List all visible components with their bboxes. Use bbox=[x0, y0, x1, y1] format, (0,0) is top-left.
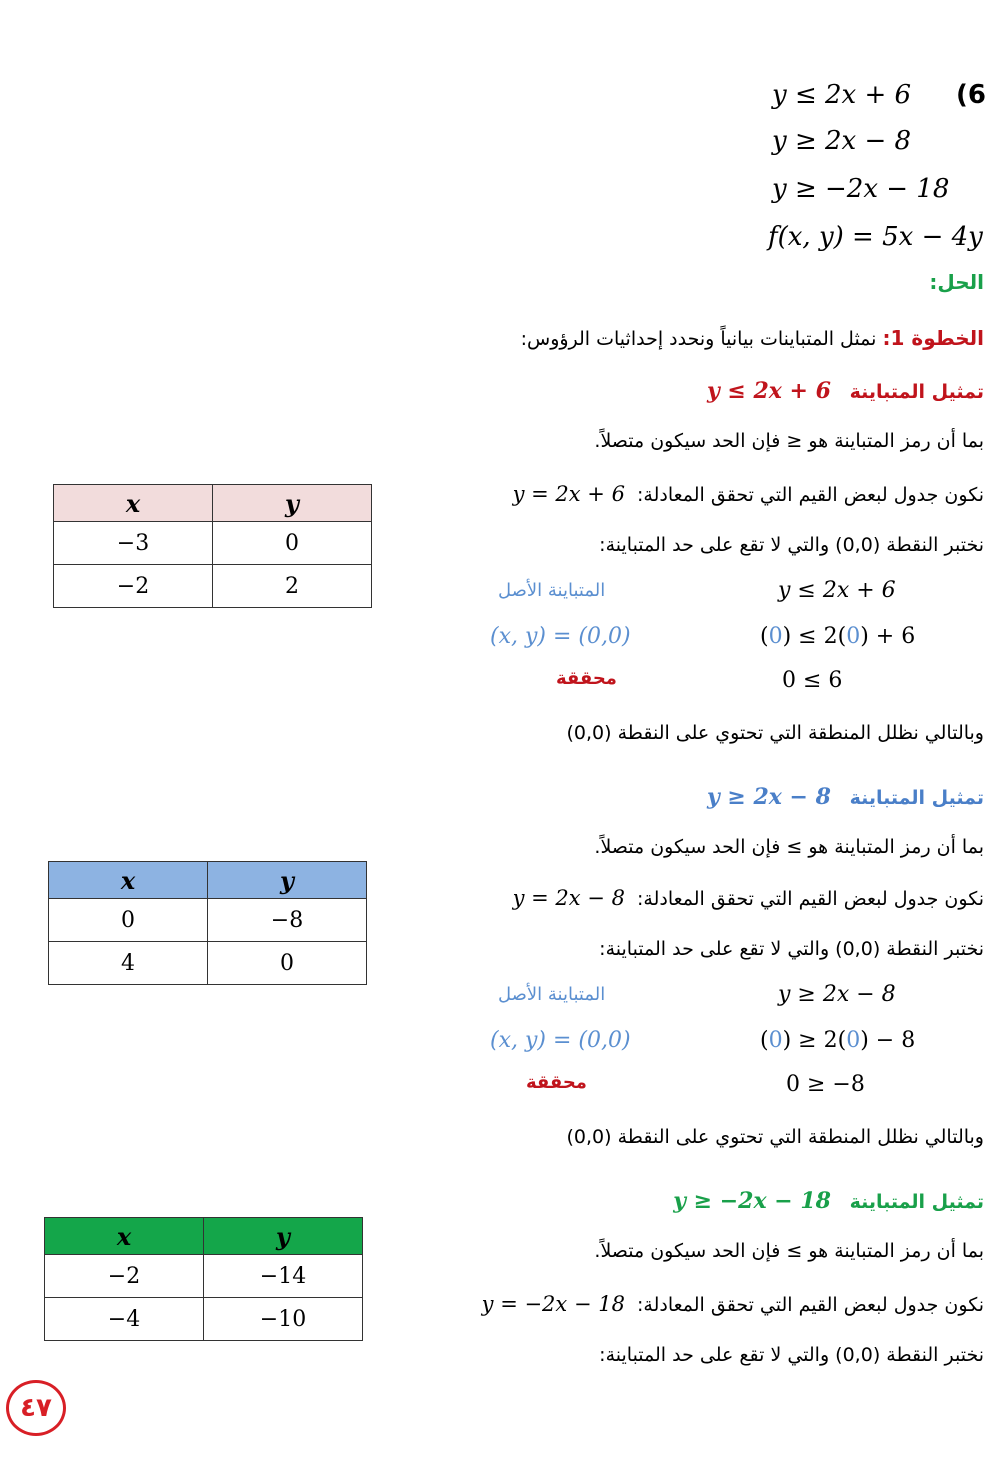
section2-symbol-line: بما أن رمز المتباينة هو ≥ فإن الحد سيكون متصلاً. bbox=[594, 836, 984, 858]
inequality-2: y ≥ 2x − 8 bbox=[772, 126, 912, 156]
table-row bbox=[45, 1298, 363, 1341]
section1-heading-math: y ≤ 2x + 6 bbox=[706, 378, 831, 404]
section2-conclusion: وبالتالي نظلل المنطقة التي تحتوي على النقطة (0,0) bbox=[566, 1126, 984, 1148]
section2-original-label: المتباينة الأصل bbox=[498, 984, 606, 1005]
section3-table-text: نكون جدول لبعض القيم التي تحقق المعادلة: bbox=[636, 1294, 984, 1316]
section1-original-math: y ≤ 2x + 6 bbox=[778, 578, 896, 603]
step1-label: الخطوة 1: bbox=[882, 326, 984, 350]
section1-verified: محققة bbox=[556, 668, 617, 689]
section2-original-math: y ≥ 2x − 8 bbox=[778, 982, 896, 1007]
section2-table-line bbox=[513, 886, 984, 910]
objective-function: f(x, y) = 5x − 4y bbox=[768, 222, 983, 252]
table-header-y: y bbox=[204, 1218, 363, 1255]
inequality-3: y ≥ −2x − 18 bbox=[772, 174, 950, 204]
zero-value: 0 bbox=[768, 624, 783, 649]
section1-result: 0 ≤ 6 bbox=[782, 668, 843, 693]
section2-test-line: نختبر النقطة (0,0) والتي لا تقع على حد المتباينة: bbox=[599, 938, 984, 960]
section2-values-table bbox=[48, 861, 367, 985]
table-header-x: x bbox=[54, 485, 213, 522]
section3-table-line bbox=[482, 1292, 984, 1316]
table-cell: −14 bbox=[204, 1255, 363, 1298]
step1-text: نمثل المتباينات بيانياً ونحدد إحداثيات الرؤوس: bbox=[520, 328, 877, 350]
section2-heading-math: y ≥ 2x − 8 bbox=[706, 784, 831, 810]
step1-line bbox=[521, 326, 984, 350]
table-cell: −4 bbox=[45, 1298, 204, 1341]
table-row bbox=[49, 942, 367, 985]
section1-table-text: نكون جدول لبعض القيم التي تحقق المعادلة: bbox=[636, 484, 984, 506]
zero-value: 0 bbox=[846, 624, 861, 649]
page-number-badge: ٤٧ bbox=[6, 1380, 66, 1436]
table-row bbox=[45, 1255, 363, 1298]
paren: ( bbox=[760, 624, 769, 649]
section2-heading-text: تمثيل المتباينة bbox=[849, 787, 984, 809]
table-cell: −8 bbox=[208, 899, 367, 942]
section2-equation: y = 2x − 8 bbox=[512, 886, 625, 910]
section1-table-line bbox=[513, 482, 984, 506]
table-header-x: x bbox=[45, 1218, 204, 1255]
zero-value: 0 bbox=[846, 1028, 861, 1053]
table-cell: 0 bbox=[213, 522, 372, 565]
section2-sub-math bbox=[760, 1028, 915, 1053]
section1-symbol-line: بما أن رمز المتباينة هو ≤ فإن الحد سيكون متصلاً. bbox=[594, 430, 984, 452]
section1-conclusion: وبالتالي نظلل المنطقة التي تحتوي على النقطة (0,0) bbox=[566, 722, 984, 744]
section3-test-line: نختبر النقطة (0,0) والتي لا تقع على حد المتباينة: bbox=[599, 1344, 984, 1366]
section2-sub-label: (x, y) = (0,0) bbox=[490, 1028, 631, 1053]
table-cell: 4 bbox=[49, 942, 208, 985]
section1-test-line: نختبر النقطة (0,0) والتي لا تقع على حد المتباينة: bbox=[599, 534, 984, 556]
section2-result: 0 ≥ −8 bbox=[786, 1072, 865, 1097]
section3-heading-text: تمثيل المتباينة bbox=[849, 1191, 984, 1213]
paren: ( bbox=[760, 1028, 769, 1053]
section1-sub-label: (x, y) = (0,0) bbox=[490, 624, 631, 649]
section3-values-table bbox=[44, 1217, 363, 1341]
section1-equation: y = 2x + 6 bbox=[512, 482, 625, 506]
table-header-y: y bbox=[208, 862, 367, 899]
section2-heading bbox=[707, 784, 984, 810]
section1-heading bbox=[707, 378, 984, 404]
section3-equation: y = −2x − 18 bbox=[481, 1292, 625, 1316]
table-cell: −3 bbox=[54, 522, 213, 565]
inequality-1: y ≤ 2x + 6 bbox=[772, 80, 912, 110]
table-cell: −2 bbox=[45, 1255, 204, 1298]
table-header-x: x bbox=[49, 862, 208, 899]
table-row bbox=[54, 565, 372, 608]
table-cell: −10 bbox=[204, 1298, 363, 1341]
table-header-row bbox=[54, 485, 372, 522]
table-cell: 0 bbox=[208, 942, 367, 985]
table-row bbox=[49, 899, 367, 942]
section1-values-table bbox=[53, 484, 372, 608]
expr: ) ≥ 2( bbox=[782, 1028, 847, 1053]
table-cell: 2 bbox=[213, 565, 372, 608]
problem-number: (6 bbox=[956, 80, 986, 110]
solution-label: الحل: bbox=[929, 270, 984, 294]
section3-heading-math: y ≥ −2x − 18 bbox=[673, 1188, 831, 1214]
section2-table-text: نكون جدول لبعض القيم التي تحقق المعادلة: bbox=[636, 888, 984, 910]
table-header-row bbox=[49, 862, 367, 899]
expr: ) + 6 bbox=[860, 624, 916, 649]
section2-verified: محققة bbox=[526, 1072, 587, 1093]
table-header-y: y bbox=[213, 485, 372, 522]
section3-heading bbox=[673, 1188, 984, 1214]
section1-heading-text: تمثيل المتباينة bbox=[849, 381, 984, 403]
table-header-row bbox=[45, 1218, 363, 1255]
table-cell: −2 bbox=[54, 565, 213, 608]
section3-symbol-line: بما أن رمز المتباينة هو ≥ فإن الحد سيكون متصلاً. bbox=[594, 1240, 984, 1262]
table-row bbox=[54, 522, 372, 565]
section1-sub-math bbox=[760, 624, 915, 649]
expr: ) ≤ 2( bbox=[782, 624, 847, 649]
section1-original-label: المتباينة الأصل bbox=[498, 580, 606, 601]
table-cell: 0 bbox=[49, 899, 208, 942]
expr: ) − 8 bbox=[860, 1028, 916, 1053]
zero-value: 0 bbox=[768, 1028, 783, 1053]
